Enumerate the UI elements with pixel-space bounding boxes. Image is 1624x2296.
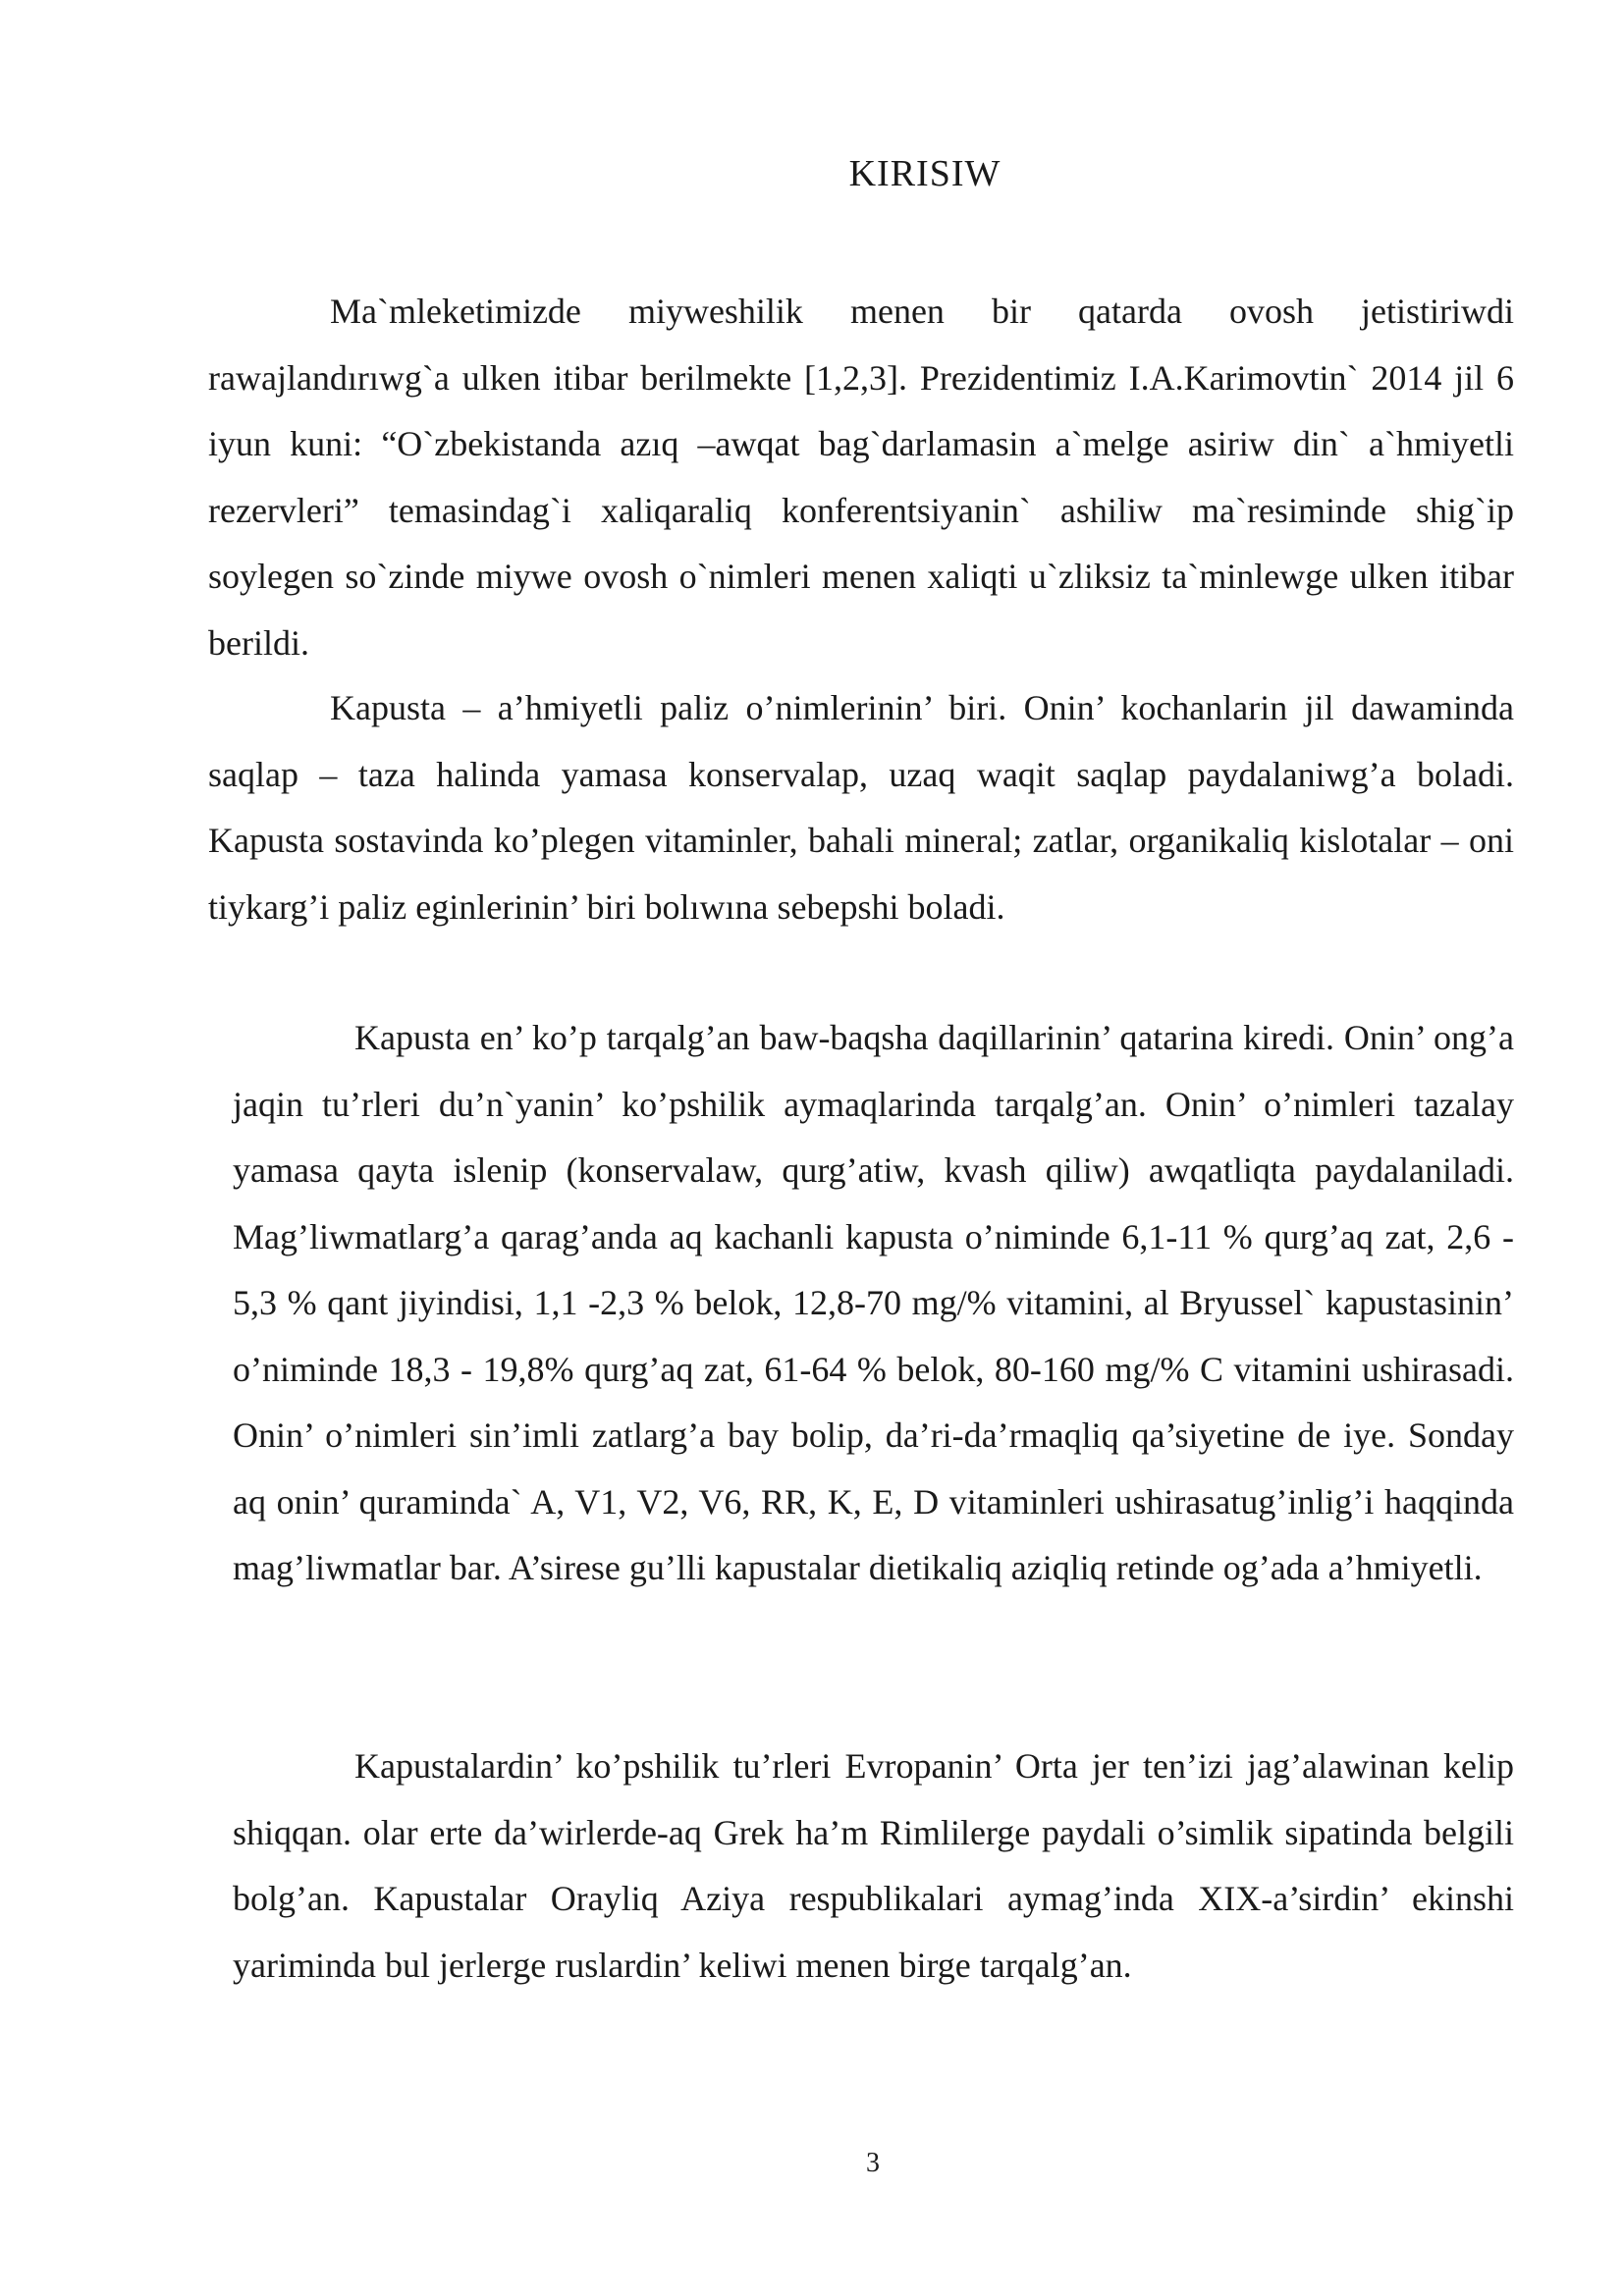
paragraph-4: Kapustalardin’ ko’pshilik tu’rleri Evropanin’ Orta jer ten’izi jag’alawinan kelip shiqqan. olar erte da’wirlerde-aq Grek ha’m Rimlilerge paydali o’simlik sipatinda belgili bolg’an. Kapustalar Orayliq Aziya respublikalari aymag’inda XIX-a’sirdin’ ekinshi yariminda bul jerlerge ruslardin’ keliwi menen birge tarqalg’an. <box>233 1746 1514 1985</box>
page-title: KIRISIW <box>848 153 1001 194</box>
paragraph-1: Ma`mleketimizde miyweshilik menen bir qatarda ovosh jetistiriwdi rawajlandırıwg`a ulken itibar berilmekte [1,2,3]. Prezidentimiz I.A.Karimovtin` 2014 jil 6 iyun kuni: “O`zbekistanda azıq –awqat bag`darlamasin a`melge asiriw din` a`hmiyetli rezervleri” temasindag`i xaliqaraliq konferentsiyanin` ashiliw ma`resiminde shig`ip soylegen so`zinde miywe ovosh o`nimleri menen xaliqti u`zliksiz ta`minlewge ulken itibar berildi. <box>208 292 1514 663</box>
page-number: 3 <box>866 2148 880 2178</box>
paragraph-2: Kapusta – a’hmiyetli paliz o’nimlerinin’ biri. Onin’ kochanlarin jil dawaminda saqlap – taza halinda yamasa konservalap, uzaq waqit saqlap paydalaniwg’a boladi. Kapusta sostavinda ko’plegen vitaminler, bahali mineral; zatlar, organikaliq kislotalar – oni tiykarg’i paliz eginlerinin’ biri bolıwına sebepshi boladi. <box>208 688 1514 927</box>
paragraph-3: Kapusta en’ ko’p tarqalg’an baw-baqsha daqillarinin’ qatarina kiredi. Onin’ ong’a jaqin tu’rleri du’n`yanin’ ko’pshilik aymaqlarinda tarqalg’an. Onin’ o’nimleri tazalay yamasa qayta islenip (konservalaw, qurg’atiw, kvash qiliw) awqatliqta paydalaniladi. Mag’liwmatlarg’a qarag’anda aq kachanli kapusta o’niminde 6,1-11 % qurg’aq zat, 2,6 - 5,3 % qant jiyindisi, 1,1 -2,3 % belok, 12,8-70 mg/% vitamini, al Bryussel` kapustasinin’ o’niminde 18,3 - 19,8% qurg’aq zat, 61-64 % belok, 80-160 mg/% C vitamini ushirasadi. Onin’ o’nimleri sin’imli zatlarg’a bay bolip, da’ri-da’rmaqliq qa’siyetine de iye. Sonday aq onin’ quraminda` A, V1, V2, V6, RR, K, E, D vitaminleri ushirasatug’inlig’i haqqinda mag’liwmatlar bar. A’sirese gu’lli kapustalar dietikaliq aziqliq retinde og’ada a’hmiyetli. <box>233 1018 1514 1587</box>
